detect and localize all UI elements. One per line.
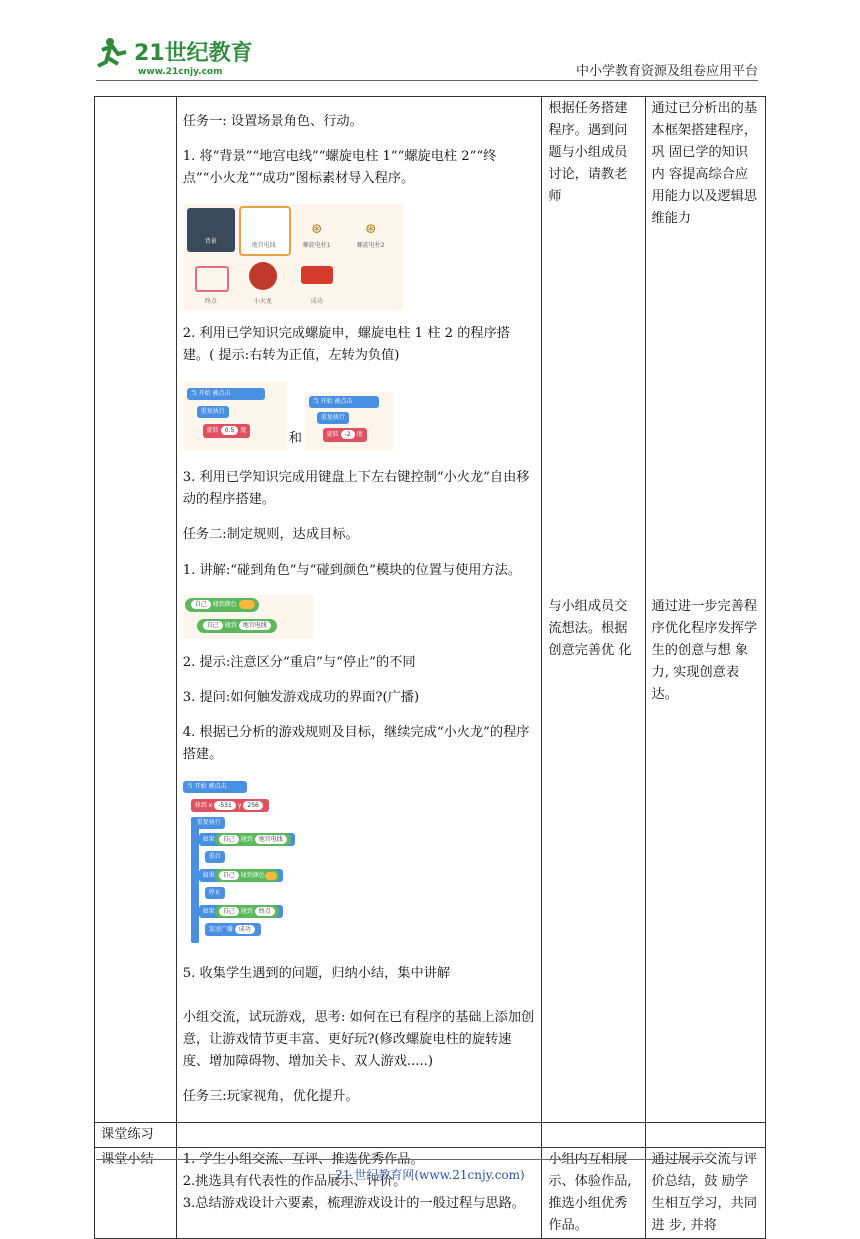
touch-label: 碰到 (240, 836, 253, 844)
sprite-thumb: ⊛ (364, 220, 377, 237)
task2-step4: 4. 根据已分析的游戏规则及目标，继续完成“小火龙”的程序搭建。 (182, 725, 530, 763)
practice-intent (645, 1123, 765, 1148)
self-dropdown: 自己 (219, 871, 239, 880)
x-value: -531 (214, 801, 236, 810)
loop-block: 重复执行 (317, 412, 349, 424)
turn-block (323, 428, 367, 442)
code-block-dragon (183, 779, 319, 949)
task1-title: 任务一: 设置场景角色、行动。 (182, 114, 363, 130)
lesson-table (94, 96, 766, 1239)
touch-color-label: 碰到颜色 (240, 872, 265, 880)
sprite-label: 螺旋电柱1 (302, 241, 331, 249)
group-discussion: 小组交流，试玩游戏，思考: 如何在已有程序的基础上添加创意，让游戏情节更丰富、更好玩?(修改螺旋电柱的旋转速度、增加障碍物、增加关卡、双人游戏.....) (182, 1009, 535, 1069)
footer-text: 21 世纪教育网(www.21cnjy.com) (335, 1168, 525, 1182)
code-block-pillar1 (183, 382, 287, 450)
table-row (95, 1148, 766, 1239)
touch-label: 碰到 (240, 908, 253, 916)
task2-step5: 5. 收集学生遇到的问题，归纳小结，集中讲解 (182, 965, 451, 981)
touch-label: 碰到 (224, 621, 237, 629)
design-intent-1: 通过已分析出的基本框架搭建程序，巩 固已学的知识 内 容提高综合应用能力以及逻辑思维能力 (651, 101, 758, 226)
code-block-pillar2 (305, 392, 393, 450)
touch-color-label: 碰到颜色 (212, 600, 237, 608)
summary-content (176, 1148, 542, 1239)
practice-student (542, 1123, 645, 1148)
stage-cell (95, 97, 177, 1123)
task3-title: 任务三:玩家视角，优化提升。 (182, 1088, 359, 1104)
loop-block: 重复执行 (193, 817, 225, 829)
task2-title: 任务二:制定规则，达成目标。 (182, 527, 359, 543)
turn-value: 0.5 (221, 426, 239, 435)
turn-block (203, 424, 251, 438)
logo-subtext: www.21cnjy.com (138, 67, 223, 77)
y-label: y (237, 802, 242, 810)
sprite-label: 成功 (310, 297, 323, 305)
design-intent-2: 通过进一步完善程 序优化程序发挥学生的创意与想 象 力, 实现创意表达。 (651, 599, 758, 702)
code-row (183, 380, 536, 454)
color-swatch (265, 872, 277, 880)
start-block: 当 开始 被点击 (187, 388, 265, 400)
activity-cell (176, 97, 542, 1123)
self-dropdown: 自己 (203, 621, 223, 630)
if-block (199, 833, 295, 846)
if-label: 如果 (202, 872, 215, 880)
if-block (199, 869, 283, 882)
turn-unit: 度 (356, 430, 363, 438)
footer-divider (96, 1159, 710, 1160)
sprite-thumb: ⊛ (310, 220, 323, 237)
summary-item: 2.挑选具有代表性的作品展示、评价。 (182, 1174, 407, 1189)
site-logo (96, 32, 266, 78)
sprite-thumb (301, 266, 333, 284)
logo-text: 21世纪教育 (134, 41, 253, 66)
start-block: 当 开始 被点击 (309, 396, 379, 408)
sprite-label: 螺旋电柱2 (356, 241, 385, 249)
message-dropdown: 成功 (235, 925, 255, 934)
if-label: 如果 (202, 836, 215, 844)
move-block (191, 799, 269, 812)
move-label: 移到 x (194, 802, 213, 810)
practice-label: 课堂练习 (95, 1123, 177, 1148)
y-value: 256 (243, 801, 262, 810)
sprite-thumb (249, 262, 277, 290)
touch-color-block (185, 598, 259, 612)
turn-label: 旋转 (326, 430, 339, 438)
student-activity-cell (542, 97, 645, 1123)
sprite-label: 背景 (204, 237, 217, 245)
task2-step1: 1. 讲解:“碰到角色”与“碰到颜色”模块的位置与使用方法。 (182, 562, 522, 578)
stop-block: 停止 (205, 887, 225, 899)
practice-content (176, 1123, 542, 1148)
task2-step2: 2. 提示:注意区分“重启”与“停止”的不同 (182, 654, 416, 670)
sprite-thumb (195, 266, 229, 292)
summary-intent: 通过展示交流与评价总结，鼓 励学生相互学习，共同进 步, 并将 (645, 1148, 765, 1239)
summary-item: 3.总结游戏设计六要素，梳理游戏设计的一般过程与思路。 (182, 1196, 525, 1211)
if-label: 如果 (202, 908, 215, 916)
design-intent-cell (645, 97, 765, 1123)
if-block (199, 905, 283, 918)
end-dropdown: 终点 (255, 907, 275, 916)
task2-step3: 3. 提问:如何触发游戏成功的界面?(广播) (182, 690, 420, 706)
header-divider (96, 80, 758, 81)
and-text: 和 (288, 430, 302, 446)
student-activity-2: 与小组成员交流想法。根据创意完善优 化 (548, 599, 632, 658)
loop-bar (191, 817, 199, 943)
broadcast-block (205, 923, 261, 936)
start-block: 当 开始 被点击 (183, 781, 247, 793)
table-row (95, 97, 766, 1123)
table-row (95, 1123, 766, 1148)
broadcast-label: 发送广播 (208, 926, 233, 934)
restart-block: 重启 (205, 851, 225, 863)
sprite-panel (183, 204, 403, 310)
color-swatch (239, 600, 255, 609)
task1-step2: 2. 利用已学知识完成螺旋申，螺旋电柱 1 柱 2 的程序搭建。( 提示:右转为正值，左转为负值) (182, 325, 510, 363)
wire-dropdown: 地宫电线 (255, 835, 287, 844)
touch-sprite-block (197, 619, 277, 633)
self-dropdown: 自己 (219, 835, 239, 844)
summary-label: 课堂小结 (95, 1148, 177, 1239)
student-activity-1: 根据任务搭建程序。遇到问题与小组成员讨论，请教老师 (548, 101, 628, 204)
code-block-touch (183, 595, 313, 639)
self-dropdown: 自己 (191, 600, 211, 609)
sprite-label: 终点 (204, 297, 217, 305)
sprite-label: 地宫电线 (251, 241, 276, 249)
task1-step3: 3. 利用已学知识完成用键盘上下左右键控制“小火龙”自由移动的程序搭建。 (182, 470, 530, 508)
turn-value: -2 (341, 430, 355, 439)
platform-name: 中小学教育资源及组卷应用平台 (575, 64, 758, 79)
loop-block: 重复执行 (197, 406, 229, 418)
self-dropdown: 自己 (219, 907, 239, 916)
turn-label: 旋转 (206, 426, 219, 434)
target-dropdown: 地宫电线 (239, 621, 271, 630)
summary-item: 1. 学生小组交流、互评、推选优秀作品。 (182, 1152, 424, 1167)
turn-unit: 度 (240, 426, 247, 434)
sprite-label: 小火龙 (253, 297, 272, 305)
summary-student: 小组内互相展示、体验作品,推选小组优秀作品。 (542, 1148, 645, 1239)
task1-step1: 1. 将“背景”“地宫电线”“螺旋电柱 1”“螺旋电柱 2”“终点”“小火龙”“成功”图标素材导入程序。 (182, 149, 497, 187)
